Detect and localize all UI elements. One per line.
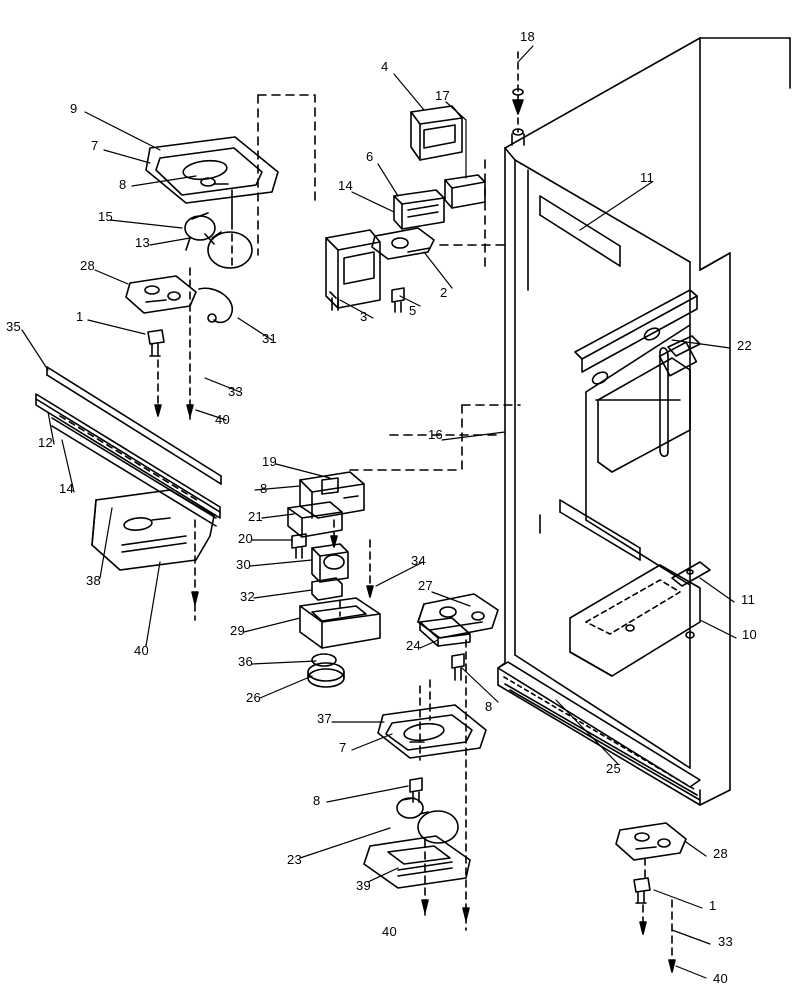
callout-14-left: 14 [59,481,75,496]
door-rail-22 [575,290,700,386]
callout-32: 32 [240,589,256,604]
switch-block-6 [394,190,444,229]
callout-35: 35 [6,319,22,334]
lamp-housing-bottom [378,705,486,758]
plate-2 [372,228,434,259]
callout-2: 2 [440,285,448,300]
callout-27: 27 [418,578,434,593]
callout-34: 34 [411,553,427,568]
callout-8-top: 8 [119,177,127,192]
plate-39 [364,836,470,888]
callout-26: 26 [246,690,262,705]
callout-14-top: 14 [338,178,354,193]
callout-38: 38 [86,573,102,588]
callout-6: 6 [366,149,374,164]
door-bin-lower [570,565,700,676]
callout-40-right: 40 [713,971,729,986]
callout-7-top: 7 [91,138,99,153]
callout-36: 36 [238,654,254,669]
bulb-top-left [185,213,252,268]
rail-35 [47,367,221,484]
callout-8-right: 8 [485,699,493,714]
arrowheads-left [155,405,198,604]
leader-lines [22,46,736,978]
callout-24: 24 [406,638,422,653]
callout-3: 3 [360,309,368,324]
callout-8-mid: 8 [260,481,268,496]
arrowheads-right [640,922,675,972]
callout-12: 12 [38,435,54,450]
callout-21: 21 [248,509,264,524]
bracket-28-lower [616,823,686,860]
callout-1-lower: 1 [709,898,717,913]
screw-1-left [148,330,164,356]
screw-8-mid [452,654,464,680]
screw-5 [392,288,404,312]
door-shelf-upper [540,196,620,266]
wire-31 [199,288,232,322]
control-box-4 [411,106,462,160]
callout-17: 17 [435,88,451,103]
callout-9: 9 [70,101,78,116]
bracket-24 [420,618,470,646]
callout-40-bottom: 40 [382,924,398,939]
callout-1-upper: 1 [76,309,84,324]
callout-30: 30 [236,557,252,572]
part-36 [312,654,336,666]
callout-5: 5 [409,303,417,318]
construction-lines [258,95,520,470]
callout-20: 20 [238,531,254,546]
bracket-19 [300,472,364,518]
callout-25: 25 [606,761,622,776]
toe-panel-25 [498,662,700,800]
assembly-axis-right [643,858,672,972]
pins-18 [512,52,524,145]
callout-13: 13 [135,235,151,250]
screw-1-lower [634,878,650,903]
rail-12 [36,394,220,518]
callout-28-upper: 28 [80,258,96,273]
callout-7-bottom: 7 [339,740,347,755]
callout-15: 15 [98,209,114,224]
bulb-bottom [397,798,458,843]
part-30 [312,544,348,582]
door-hinge-mounts [626,562,710,638]
callout-8-bottom: 8 [313,793,321,808]
callout-23: 23 [287,852,303,867]
callout-39: 39 [356,878,372,893]
callout-18: 18 [520,29,536,44]
callout-28-lower: 28 [713,846,729,861]
module-3 [326,230,380,310]
callout-33-upper: 33 [228,384,244,399]
door-shelf-middle [540,500,640,560]
cabinet-outline [498,38,790,805]
callout-40-left: 40 [134,643,150,658]
callout-11-lower: 11 [741,592,756,607]
callout-29: 29 [230,623,246,638]
switch-17 [445,175,485,208]
bracket-28-upper [126,276,196,313]
callout-11-upper: 11 [640,170,655,185]
callout-19: 19 [262,454,278,469]
callout-22: 22 [737,338,753,353]
callout-33-lower: 33 [718,934,734,949]
callout-40-upper: 40 [215,412,231,427]
callout-16: 16 [428,427,444,442]
callout-10: 10 [742,627,758,642]
callout-37: 37 [317,711,333,726]
screw-20 [292,534,306,558]
rail-14 [52,418,216,526]
callout-31: 31 [262,331,278,346]
callout-4: 4 [381,59,389,74]
